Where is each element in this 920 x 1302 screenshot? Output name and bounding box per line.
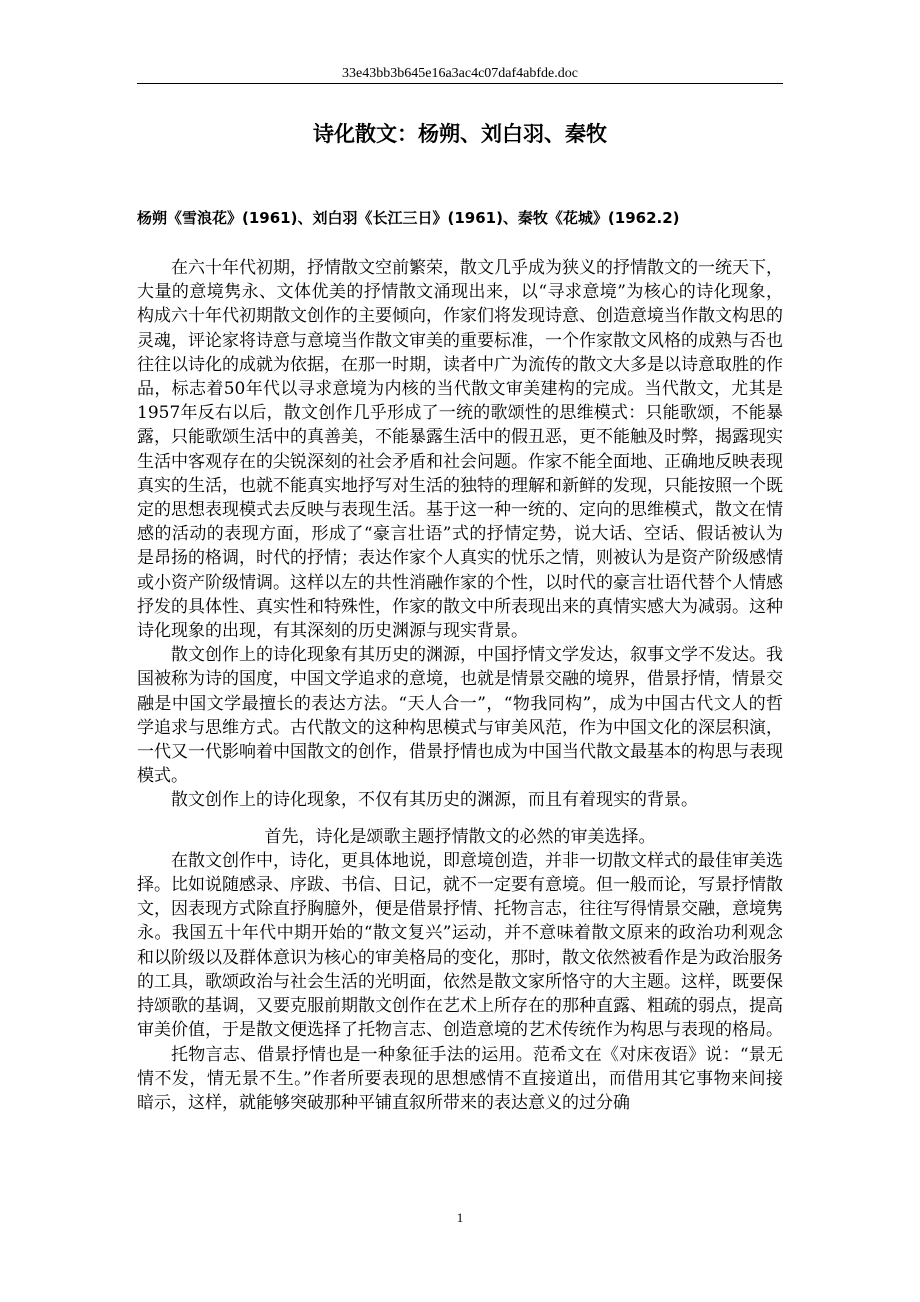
header-doc-name: 33e43bb3b645e16a3ac4c07daf4abfde.doc <box>342 66 578 81</box>
header-rule <box>137 83 783 84</box>
body-text <box>137 256 783 1115</box>
subtitle: 杨朔《雪浪花》(1961)、刘白羽《长江三日》(1961)、秦牧《花城》(1962.2) <box>137 209 680 227</box>
page-title: 诗化散文：杨朔、刘白羽、秦牧 <box>313 122 607 146</box>
paragraph: 散文创作上的诗化现象，不仅有其历史的渊源，而且有着现实的背景。 <box>171 790 698 811</box>
paragraph: 在六十年代初期，抒情散文空前繁荣，散文几乎成为狭义的抒情散文的一统天下，大量的意境隽永、文体优美的抒情散文涌现出来，以“寻求意境”为核心的诗化现象，构成六十年代初期散文创作的主要倾向，作家们将发现诗意、创造意境当作散文构思的灵魂，评论家将诗意与意境当作散文审美的重要标准，一个作家散文风格的成熟与否也往往以诗化的成就为依据，在那一时期，读者中广为流传的散文大多是以诗意取胜的作品，标志着50年代以寻求意境为内核的当代散文审美建构的完成。当代散文，尤其是1957年反右以后，散文创作几乎形成了一统的歌颂性的思维模式：只能歌颂，不能暴露，只能歌颂生活中的真善美，不能暴露生活中的假丑恶，更不能触及时弊，揭露现实生活中客观存在的尖锐深刻的社会矛盾和社会问题。作家不能全面地、正确地反映表现真实的生活，也就不能真实地抒写对生活的独特的理解和新鲜的发现，只能按照一个既定的思想表现模式去反映与表现生活。基于这一种一统的、定向的思维模式，散文在情感的活动的表现方面，形成了“豪言壮语”式的抒情定势，说大话、空话、假话被认为是昂扬的格调，时代的抒情；表达作家个人真实的忧乐之情，则被认为是资产阶级感情或小资产阶级情调。这样以左的共性消融作家的个性，以时代的豪言壮语代替个人情感抒发的具体性、真实性和特殊性，作家的散文中所表现出来的真情实感大为减弱。这种诗化现象的出现，有其深刻的历史渊源与现实背景。 <box>137 258 783 642</box>
page-number: 1 <box>456 1210 464 1225</box>
paragraph: 托物言志、借景抒情也是一种象征手法的运用。范希文在《对床夜语》说：“景无情不发，情无景不生。”作者所要表现的思想感情不直接道出，而借用其它事物来间接暗示，这样，就能够突破那种平铺直叙所带来的表达意义的过分确 <box>137 1044 783 1113</box>
paragraph: 在散文创作中，诗化，更具体地说，即意境创造，并非一切散文样式的最佳审美选择。比如说随感录、序跋、书信、日记，就不一定要有意境。但一般而论，写景抒情散文，因表现方式除直抒胸臆外，便是借景抒情、托物言志，往往写得情景交融，意境隽永。我国五十年代中期开始的“散文复兴”运动，并不意味着散文原来的政治功利观念和以阶级以及群体意识为核心的审美格局的变化，那时，散文依然被看作是为政治服务的工具，歌颂政治与社会生活的光明面，依然是散文家所恪守的大主题。这样，既要保持颂歌的基调，又要克服前期散文创作在艺术上所存在的那种直露、粗疏的弱点，提高审美价值，于是散文便选择了托物言志、创造意境的艺术传统作为构思与表现的格局。 <box>137 850 783 1041</box>
paragraph: 散文创作上的诗化现象有其历史的渊源，中国抒情文学发达，叙事文学不发达。我国被称为诗的国度，中国文学追求的意境，也就是情景交融的境界，借景抒情，情景交融是中国文学最擅长的表达方法。“天人合一”，“物我同构”，成为中国古代文人的哲学追求与思维方式。古代散文的这种构思模式与审美风范，作为中国文化的深层积演，一代又一代影响着中国散文的创作，借景抒情也成为中国当代散文最基本的构思与表现模式。 <box>137 645 783 787</box>
section-heading: 首先，诗化是颂歌主题抒情散文的必然的审美选择。 <box>264 826 656 847</box>
